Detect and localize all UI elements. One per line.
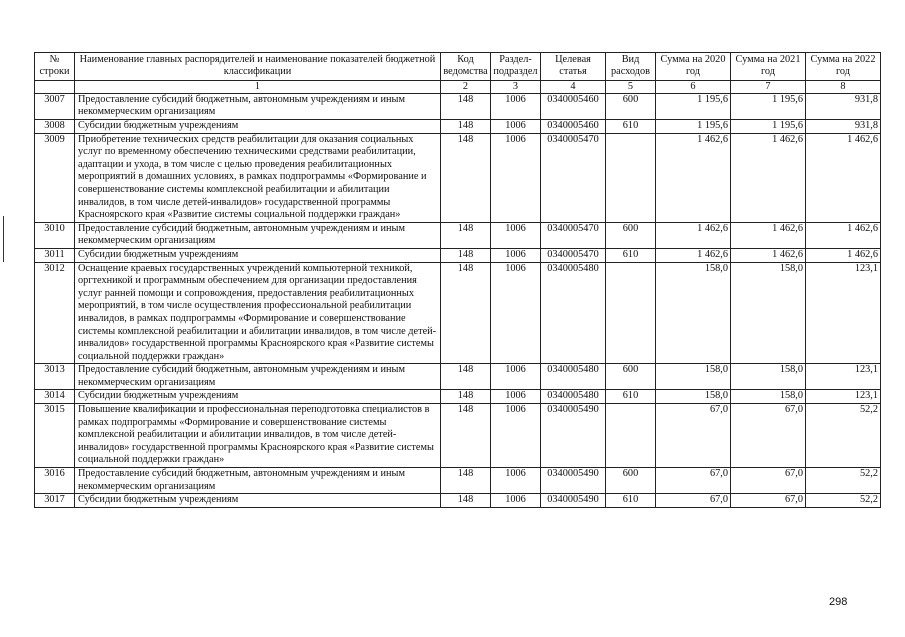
- table-row: [35, 133, 881, 222]
- section-cell: 1006: [491, 248, 541, 262]
- dept-code-cell: 148: [441, 133, 491, 222]
- row-number-cell: 3014: [35, 390, 75, 404]
- sum-2020-cell: 1 195,6: [656, 120, 731, 134]
- sum-2021-cell: 1 195,6: [731, 120, 806, 134]
- header-section: Раздел-подраздел: [491, 53, 541, 81]
- table-row: [35, 120, 881, 134]
- section-cell: 1006: [491, 120, 541, 134]
- index-cell: 4: [541, 80, 606, 93]
- sum-2022-cell: 1 462,6: [806, 248, 881, 262]
- section-cell: 1006: [491, 222, 541, 248]
- name-cell: Предоставление субсидий бюджетным, автономным учреждениям и иным некоммерческим организациям: [75, 93, 441, 119]
- name-cell: Приобретение технических средств реабилитации для оказания социальных услуг по временному обеспечению техническими средствами реабилитации, адаптации и ухода, в том числе с целью проведения реабилитационных мероприятий в домашних условиях, в рамках подпрограммы «Формирование и совершенствование системы комплексной реабилитации и абилитации инвалидов, в том числе детей-инвалидов» государственной программы Красноярского края «Развитие системы социальной поддержки граждан»: [75, 133, 441, 222]
- target-cell: 0340005470: [541, 248, 606, 262]
- row-number-cell: 3007: [35, 93, 75, 119]
- row-number-cell: 3016: [35, 468, 75, 494]
- expense-type-cell: 600: [606, 364, 656, 390]
- dept-code-cell: 148: [441, 248, 491, 262]
- sum-2021-cell: 158,0: [731, 364, 806, 390]
- budget-table: [34, 52, 881, 508]
- sum-2022-cell: 1 462,6: [806, 133, 881, 222]
- row-number-cell: 3017: [35, 494, 75, 508]
- dept-code-cell: 148: [441, 364, 491, 390]
- table-row: [35, 222, 881, 248]
- expense-type-cell: 600: [606, 93, 656, 119]
- name-cell: Субсидии бюджетным учреждениям: [75, 248, 441, 262]
- row-number-cell: 3012: [35, 262, 75, 364]
- header-expense-type: Вид расходов: [606, 53, 656, 81]
- sum-2021-cell: 158,0: [731, 262, 806, 364]
- index-cell: 3: [491, 80, 541, 93]
- expense-type-cell: 600: [606, 468, 656, 494]
- table-row: [35, 93, 881, 119]
- index-cell: 6: [656, 80, 731, 93]
- dept-code-cell: 148: [441, 262, 491, 364]
- target-cell: 0340005490: [541, 494, 606, 508]
- name-cell: Субсидии бюджетным учреждениям: [75, 390, 441, 404]
- section-cell: 1006: [491, 133, 541, 222]
- sum-2021-cell: 1 195,6: [731, 93, 806, 119]
- sum-2022-cell: 123,1: [806, 262, 881, 364]
- table-row: [35, 390, 881, 404]
- section-cell: 1006: [491, 494, 541, 508]
- expense-type-cell: 610: [606, 120, 656, 134]
- header-target: Целевая статья: [541, 53, 606, 81]
- sum-2022-cell: 123,1: [806, 364, 881, 390]
- expense-type-cell: 610: [606, 494, 656, 508]
- dept-code-cell: 148: [441, 404, 491, 468]
- section-cell: 1006: [491, 364, 541, 390]
- sum-2020-cell: 158,0: [656, 364, 731, 390]
- section-cell: 1006: [491, 468, 541, 494]
- target-cell: 0340005460: [541, 93, 606, 119]
- index-cell: 1: [75, 80, 441, 93]
- expense-type-cell: 610: [606, 248, 656, 262]
- dept-code-cell: 148: [441, 222, 491, 248]
- table-row: [35, 262, 881, 364]
- target-cell: 0340005460: [541, 120, 606, 134]
- sum-2020-cell: 158,0: [656, 262, 731, 364]
- name-cell: Оснащение краевых государственных учреждений компьютерной техникой, оргтехникой и программным обеспечением для организации предоставления услуг ранней помощи и сопровождения, предоставления реабилитационных мероприятий, в том числе осуществления профессиональной реабилитации инвалидов, в рамках подпрограммы «Формирование и совершенствование системы комплексной реабилитации и абилитации инвалидов, в том числе детей-инвалидов» государственной программы Красноярского края «Развитие системы социальной поддержки граждан»: [75, 262, 441, 364]
- column-index-row: [35, 80, 881, 93]
- row-number-cell: 3009: [35, 133, 75, 222]
- header-name: Наименование главных распорядителей и наименование показателей бюджетной классификации: [75, 53, 441, 81]
- row-number-cell: 3013: [35, 364, 75, 390]
- section-cell: 1006: [491, 93, 541, 119]
- name-cell: Предоставление субсидий бюджетным, автономным учреждениям и иным некоммерческим организациям: [75, 222, 441, 248]
- sum-2022-cell: 52,2: [806, 468, 881, 494]
- expense-type-cell: [606, 133, 656, 222]
- name-cell: Предоставление субсидий бюджетным, автономным учреждениям и иным некоммерческим организациям: [75, 364, 441, 390]
- section-cell: 1006: [491, 404, 541, 468]
- header-dept-code: Код ведомства: [441, 53, 491, 81]
- row-number-cell: 3015: [35, 404, 75, 468]
- sum-2020-cell: 67,0: [656, 404, 731, 468]
- table-row: [35, 248, 881, 262]
- expense-type-cell: [606, 404, 656, 468]
- target-cell: 0340005470: [541, 222, 606, 248]
- sum-2020-cell: 158,0: [656, 390, 731, 404]
- margin-mark: [3, 216, 4, 262]
- index-cell: 8: [806, 80, 881, 93]
- sum-2020-cell: 67,0: [656, 494, 731, 508]
- target-cell: 0340005480: [541, 262, 606, 364]
- sum-2022-cell: 1 462,6: [806, 222, 881, 248]
- sum-2022-cell: 52,2: [806, 404, 881, 468]
- sum-2021-cell: 67,0: [731, 404, 806, 468]
- target-cell: 0340005480: [541, 390, 606, 404]
- name-cell: Субсидии бюджетным учреждениям: [75, 494, 441, 508]
- sum-2022-cell: 123,1: [806, 390, 881, 404]
- sum-2021-cell: 1 462,6: [731, 133, 806, 222]
- sum-2021-cell: 158,0: [731, 390, 806, 404]
- dept-code-cell: 148: [441, 494, 491, 508]
- sum-2020-cell: 1 195,6: [656, 93, 731, 119]
- index-cell: 2: [441, 80, 491, 93]
- sum-2020-cell: 67,0: [656, 468, 731, 494]
- table-row: [35, 364, 881, 390]
- sum-2021-cell: 67,0: [731, 494, 806, 508]
- header-sum-2022: Сумма на 2022 год: [806, 53, 881, 81]
- table-header-row: [35, 53, 881, 81]
- dept-code-cell: 148: [441, 468, 491, 494]
- sum-2021-cell: 67,0: [731, 468, 806, 494]
- sum-2021-cell: 1 462,6: [731, 222, 806, 248]
- target-cell: 0340005480: [541, 364, 606, 390]
- index-cell: [35, 80, 75, 93]
- index-cell: 7: [731, 80, 806, 93]
- name-cell: Субсидии бюджетным учреждениям: [75, 120, 441, 134]
- table-row: [35, 494, 881, 508]
- row-number-cell: 3011: [35, 248, 75, 262]
- section-cell: 1006: [491, 390, 541, 404]
- sum-2022-cell: 52,2: [806, 494, 881, 508]
- target-cell: 0340005490: [541, 468, 606, 494]
- sum-2021-cell: 1 462,6: [731, 248, 806, 262]
- expense-type-cell: 610: [606, 390, 656, 404]
- name-cell: Повышение квалификации и профессиональная переподготовка специалистов в рамках подпрограммы «Формирование и совершенствование системы комплексной реабилитации и абилитации инвалидов, в том числе детей-инвалидов» государственной программы Красноярского края «Развитие системы социальной поддержки граждан»: [75, 404, 441, 468]
- dept-code-cell: 148: [441, 390, 491, 404]
- header-row-no: № строки: [35, 53, 75, 81]
- target-cell: 0340005490: [541, 404, 606, 468]
- dept-code-cell: 148: [441, 120, 491, 134]
- index-cell: 5: [606, 80, 656, 93]
- row-number-cell: 3008: [35, 120, 75, 134]
- section-cell: 1006: [491, 262, 541, 364]
- row-number-cell: 3010: [35, 222, 75, 248]
- expense-type-cell: 600: [606, 222, 656, 248]
- expense-type-cell: [606, 262, 656, 364]
- page-number: 298: [829, 596, 848, 608]
- table-row: [35, 468, 881, 494]
- target-cell: 0340005470: [541, 133, 606, 222]
- table-row: [35, 404, 881, 468]
- name-cell: Предоставление субсидий бюджетным, автономным учреждениям и иным некоммерческим организациям: [75, 468, 441, 494]
- header-sum-2021: Сумма на 2021 год: [731, 53, 806, 81]
- sum-2022-cell: 931,8: [806, 93, 881, 119]
- sum-2020-cell: 1 462,6: [656, 248, 731, 262]
- header-sum-2020: Сумма на 2020 год: [656, 53, 731, 81]
- sum-2022-cell: 931,8: [806, 120, 881, 134]
- sum-2020-cell: 1 462,6: [656, 133, 731, 222]
- dept-code-cell: 148: [441, 93, 491, 119]
- sum-2020-cell: 1 462,6: [656, 222, 731, 248]
